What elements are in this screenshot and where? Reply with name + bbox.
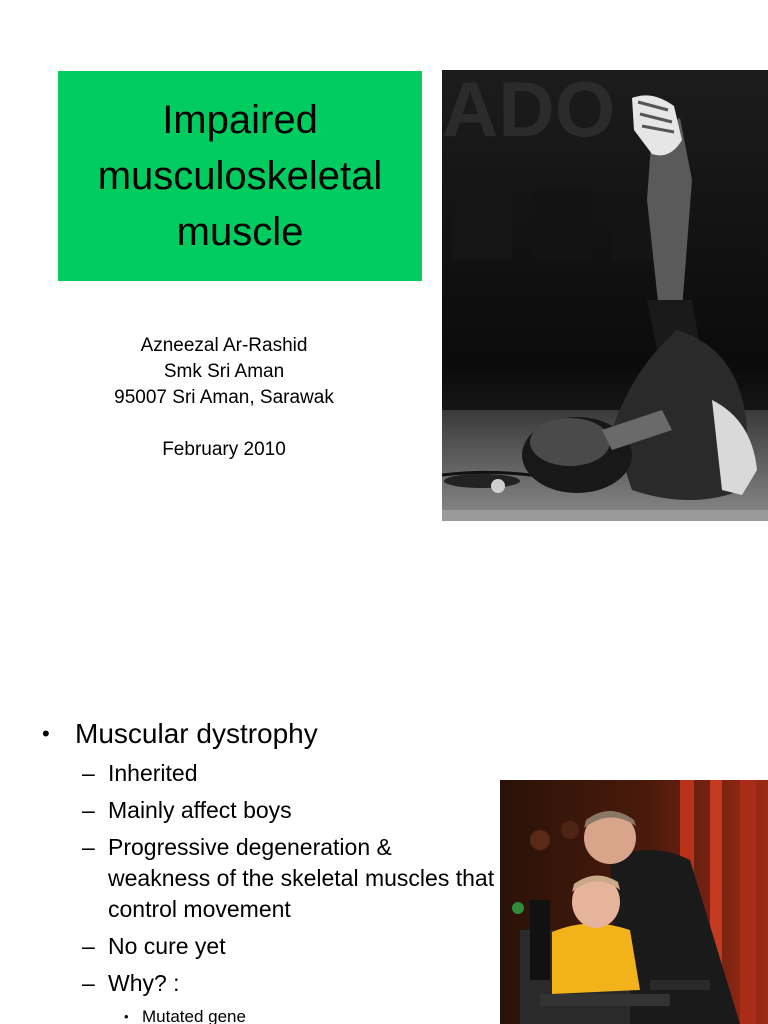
wheelchair-boy-photo (500, 780, 768, 1024)
bullet-list (40, 716, 500, 1024)
list-item (40, 832, 500, 925)
sub-bullet-dot: • (124, 1009, 129, 1024)
dash-bullet: – (82, 797, 95, 823)
author-name: Azneezal Ar-Rashid (140, 335, 308, 356)
list-item (40, 758, 500, 789)
title-line-1: Impaired (162, 98, 318, 142)
bullet-dot: • (42, 721, 50, 746)
dash-bullet: – (82, 834, 95, 860)
heading-item (40, 716, 500, 752)
heading-text: Muscular dystrophy (75, 718, 318, 749)
list-item-text: Mainly affect boys (108, 797, 292, 823)
dash-bullet: – (82, 970, 95, 996)
author-block (58, 333, 390, 463)
title-line-2: musculoskeletal (97, 154, 383, 198)
title-box (58, 71, 422, 281)
slide-title (58, 92, 422, 260)
list-item-text: Inherited (108, 760, 198, 786)
list-item (40, 968, 500, 999)
sub-list-item-text: Mutated gene (142, 1007, 246, 1024)
list-item (40, 931, 500, 962)
list-item-text: Why? : (108, 970, 180, 996)
slide-2 (0, 680, 768, 1024)
dash-bullet: – (82, 760, 95, 786)
school-address: 95007 Sri Aman, Sarawak (114, 387, 334, 408)
backdrop-lettering: ADO (442, 70, 616, 153)
presentation-date: February 2010 (162, 439, 286, 460)
list-item-text: No cure yet (108, 933, 226, 959)
sub-list-item (40, 1005, 500, 1024)
tennis-player-photo (442, 70, 768, 521)
list-item-text: Progressive degeneration & weakness of the skeletal muscles that control movement (108, 834, 495, 922)
title-line-3: muscle (176, 210, 304, 254)
list-item (40, 795, 500, 826)
dash-bullet: – (82, 933, 95, 959)
school-name: Smk Sri Aman (163, 361, 285, 382)
